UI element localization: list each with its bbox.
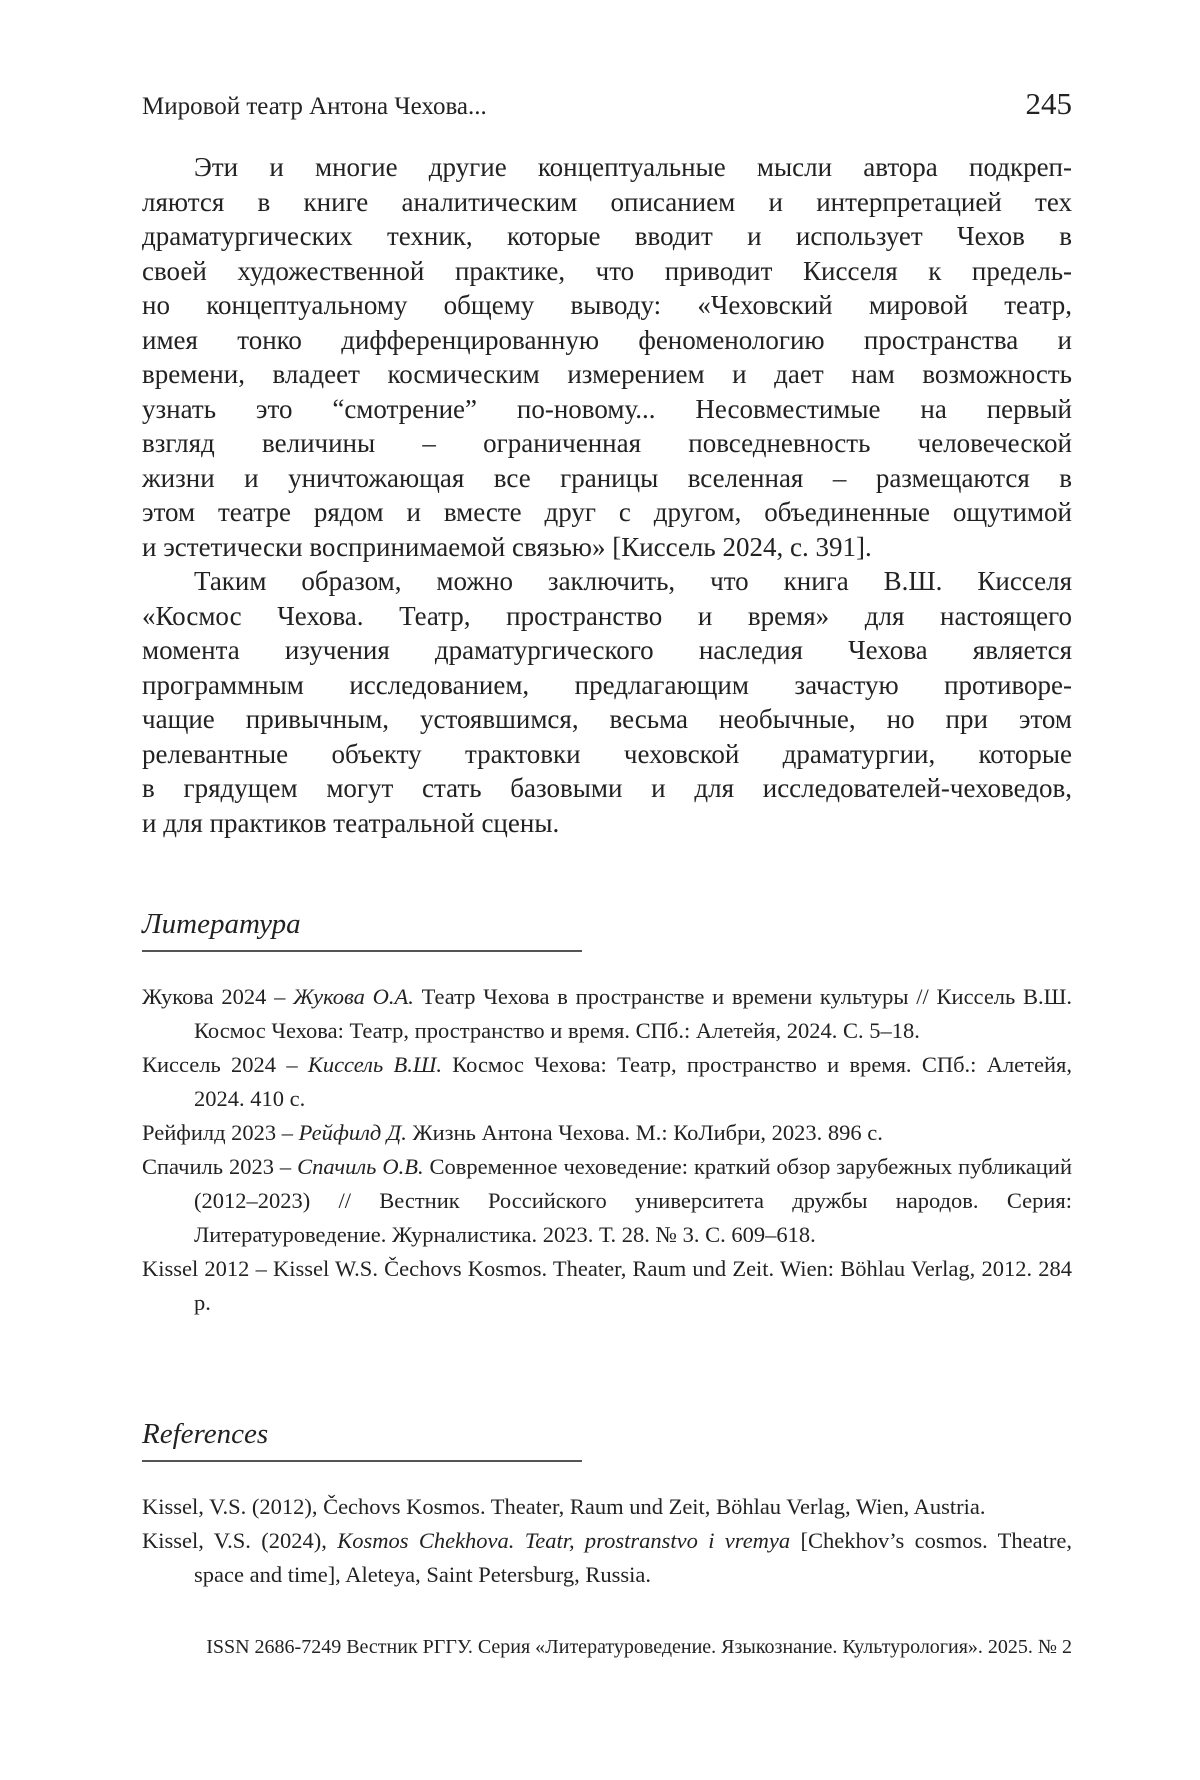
paragraph-line: Таким образом, можно заключить, что книга В.Ш. Кисселя [142,564,1072,599]
running-header [142,86,1072,122]
paragraph-line: и для практиков театральной сцены. [142,806,1072,841]
entry-key: Рейфилд 2023 – [142,1120,299,1145]
references-rule [142,1460,582,1462]
reference-entry [142,1490,1072,1524]
reference-pre: Kissel, V.S. (2012), Čechovs Kosmos. Theater, Raum und Zeit, Böhlau Verlag, Wien, Austria. [142,1494,986,1519]
paragraph-line: узнать это “смотрение” по-новому... Несовместимые на первый [142,392,1072,427]
body-text [142,150,1072,840]
paragraph-line: драматургических техник, которые вводит и использует Чехов в [142,219,1072,254]
paragraph-line: момента изучения драматургического наследия Чехова является [142,633,1072,668]
paragraph-line: «Космос Чехова. Театр, пространство и время» для настоящего [142,599,1072,634]
entry-key: Kissel 2012 – [142,1256,273,1281]
paragraph-line: жизни и уничтожающая все границы вселенная – размещаются в [142,461,1072,496]
paragraph-line: релевантные объекту трактовки чеховской драматургии, которые [142,737,1072,772]
literature-entry [142,980,1072,1048]
references-list [142,1490,1072,1592]
paragraph-line: взгляд величины – ограниченная повседневность человеческой [142,426,1072,461]
literature-list [142,980,1072,1320]
reference-post: [Chekhov’s cosmos. Theatre, space and time], Aleteya, Saint Petersburg, Russia. [194,1528,1072,1587]
entry-author: Рейфилд Д. [299,1120,407,1145]
entry-rest: Космос Чехова: Театр, пространство и время. СПб.: Алетейя, 2024. 410 с. [194,1052,1072,1111]
reference-pre: Kissel, V.S. (2024), [142,1528,337,1553]
literature-entry [142,1116,1072,1150]
entry-rest: Театр Чехова в пространстве и времени культуры // Киссель В.Ш. Космос Чехова: Театр, пространство и время. СПб.: Алетейя, 2024. С. 5–18. [194,984,1072,1043]
paragraph-line: но концептуальному общему выводу: «Чеховский мировой театр, [142,288,1072,323]
paragraph-line: этом театре рядом и вместе друг с другом, объединенные ощутимой [142,495,1072,530]
entry-author: Спачиль О.В. [297,1154,423,1179]
literature-entry [142,1048,1072,1116]
page-number: 245 [1026,86,1073,122]
entry-key: Киссель 2024 – [142,1052,308,1077]
paragraph-line: Эти и многие другие концептуальные мысли автора подкреп- [142,150,1072,185]
entry-rest: Современное чеховедение: краткий обзор зарубежных публикаций (2012–2023) // Вестник Российского университета дружбы народов. Серия: Литературоведение. Журналистика. 2023. Т. 28. № 3. С. 609–618. [194,1154,1072,1247]
reference-entry [142,1524,1072,1592]
entry-key: Спачиль 2023 – [142,1154,297,1179]
paragraph-line: чащие привычным, устоявшимся, весьма необычные, но при этом [142,702,1072,737]
paragraph-line: программным исследованием, предлагающим зачастую противоре- [142,668,1072,703]
entry-rest: Жизнь Антона Чехова. М.: КоЛибри, 2023. 896 с. [407,1120,883,1145]
literature-entry [142,1252,1072,1320]
reference-italic: Kosmos Chekhova. Teatr, prostranstvo i vremya [337,1528,790,1553]
literature-entry [142,1150,1072,1252]
references-heading: References [142,1418,268,1451]
entry-rest: Kissel W.S. Čechovs Kosmos. Theater, Raum und Zeit. Wien: Böhlau Verlag, 2012. 284 p. [194,1256,1072,1315]
paragraph-line: своей художественной практике, что приводит Кисселя к предель- [142,254,1072,289]
journal-footer: ISSN 2686-7249 Вестник РГГУ. Серия «Литературоведение. Языкознание. Культурология». 2025. № 2 [142,1636,1072,1659]
paragraph-line: и эстетически воспринимаемой связью» [Киссель 2024, с. 391]. [142,530,1072,565]
literature-heading: Литература [142,908,301,941]
paragraph-line: времени, владеет космическим измерением и дает нам возможность [142,357,1072,392]
running-title: Мировой театр Антона Чехова... [142,93,487,121]
paragraph-line: имея тонко дифференцированную феноменологию пространства и [142,323,1072,358]
entry-author: Киссель В.Ш. [308,1052,442,1077]
entry-author: Жукова О.А. [293,984,414,1009]
paragraph-line: в грядущем могут стать базовыми и для исследователей-чеховедов, [142,771,1072,806]
paragraph-line: ляются в книге аналитическим описанием и интерпретацией тех [142,185,1072,220]
literature-rule [142,950,582,952]
entry-key: Жукова 2024 – [142,984,293,1009]
